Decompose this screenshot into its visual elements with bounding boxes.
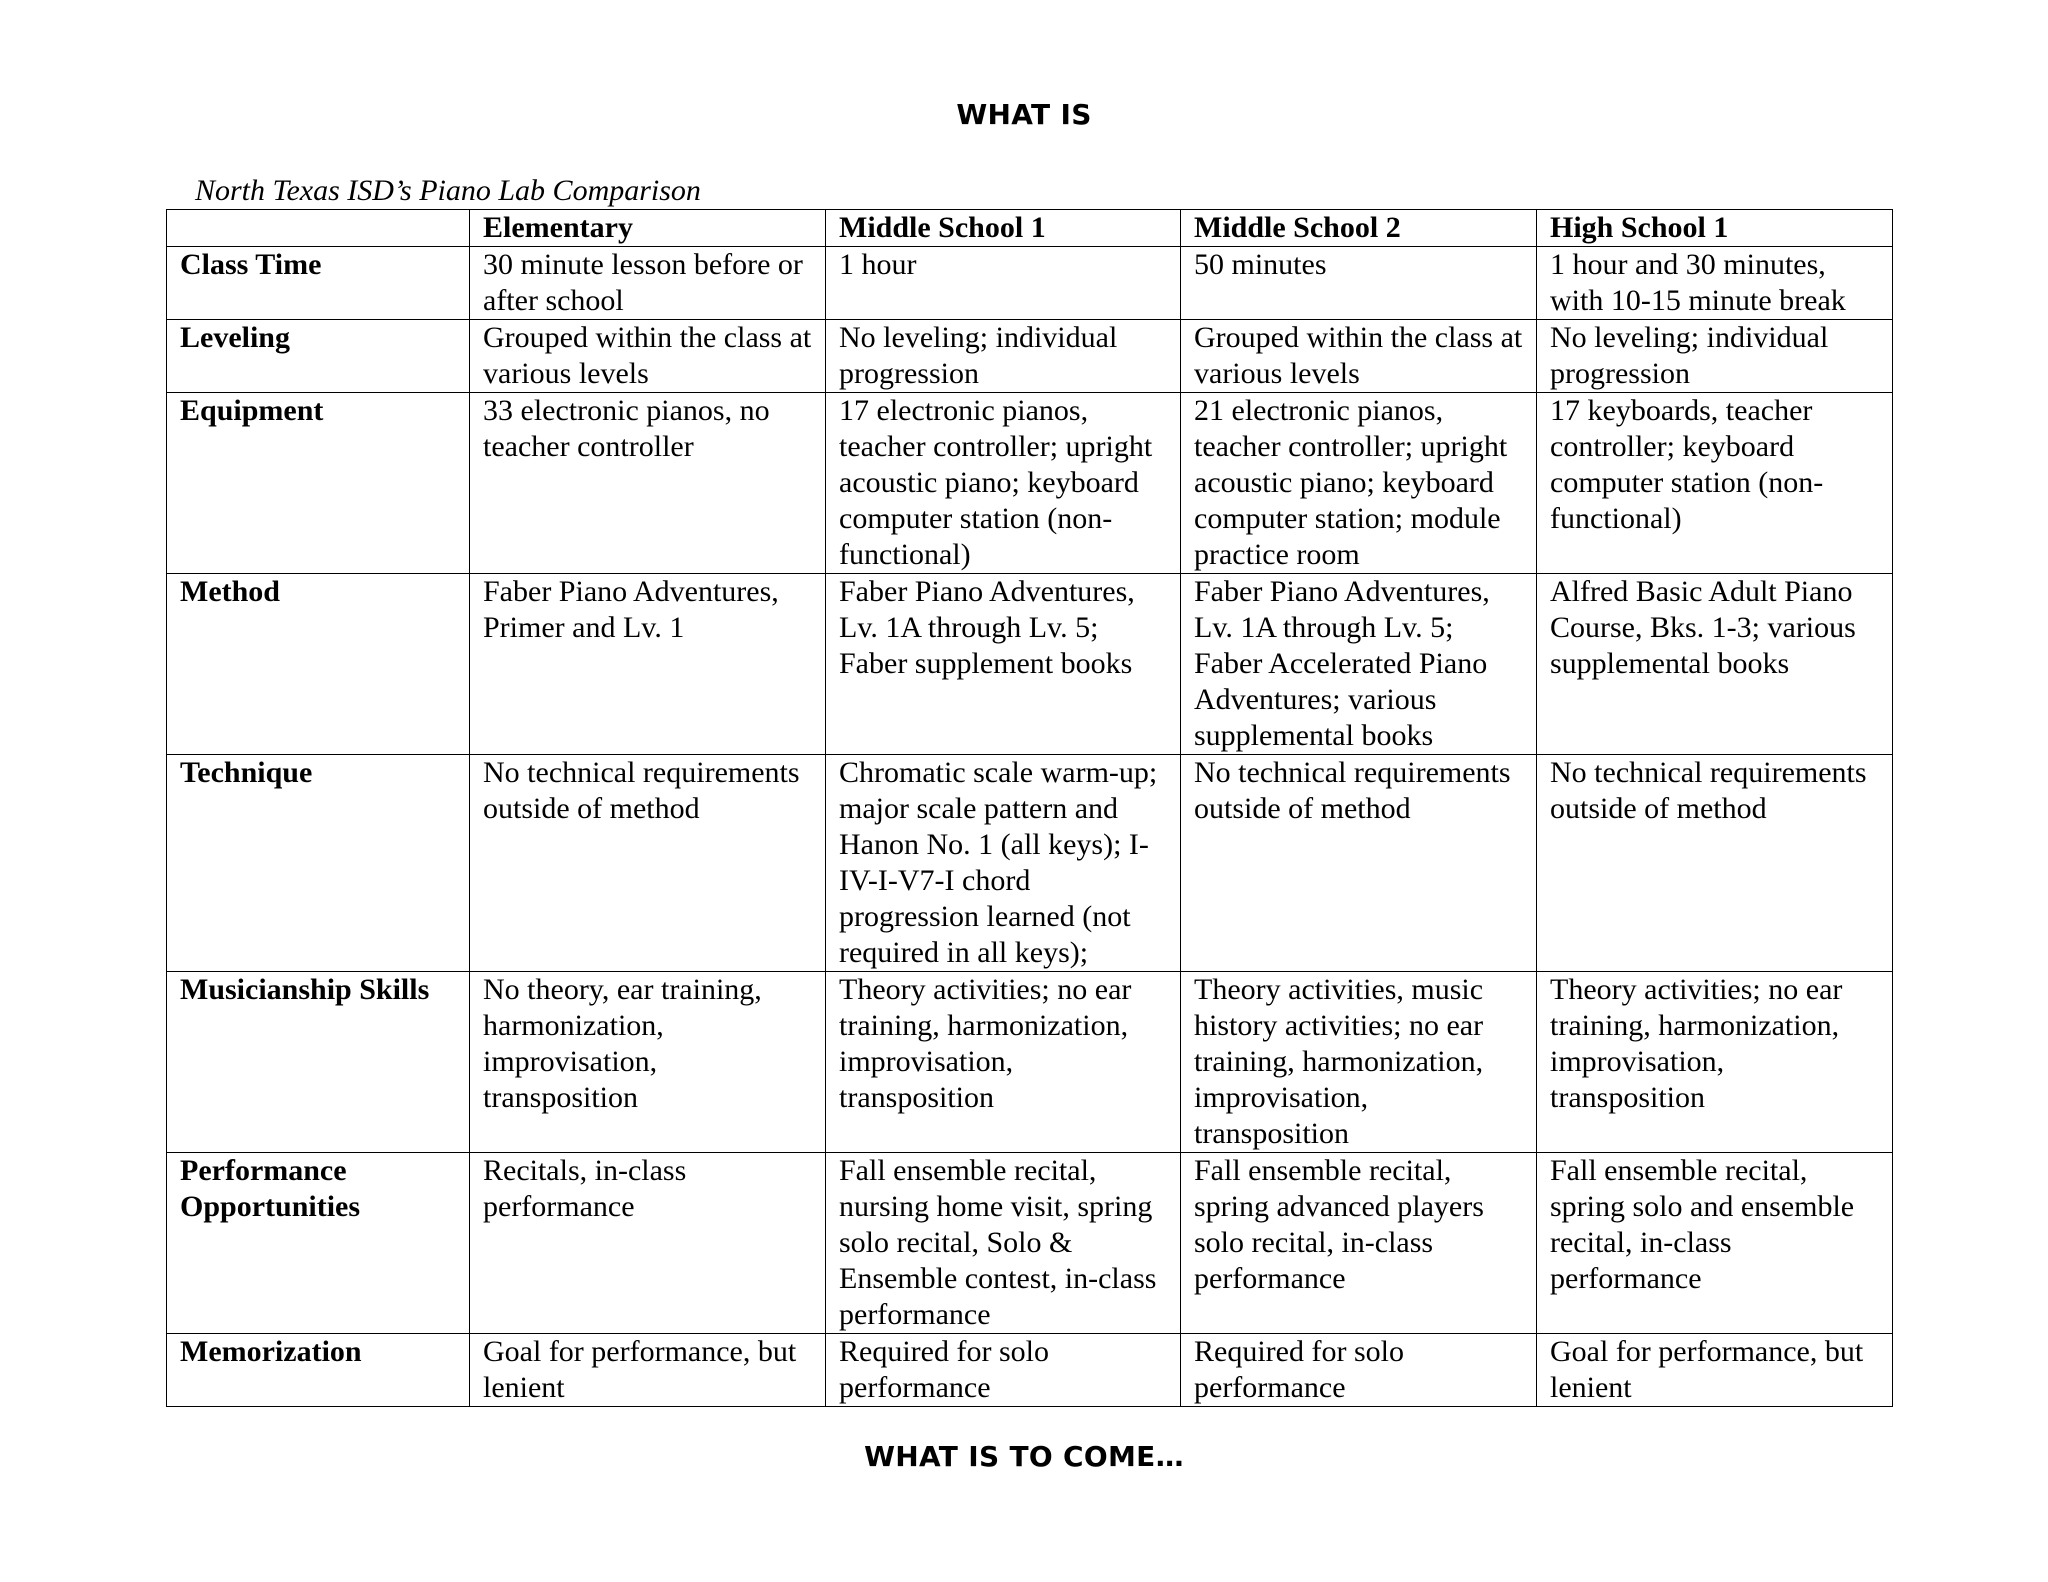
comparison-table <box>166 209 1893 1407</box>
table-cell: Fall ensemble recital, spring solo and ensemble recital, in-class performance <box>1537 1153 1893 1334</box>
table-cell: Chromatic scale warm-up; major scale pattern and Hanon No. 1 (all keys); I-IV-I-V7-I chord progression learned (not required in all keys); <box>826 755 1181 972</box>
table-cell: No leveling; individual progression <box>826 320 1181 393</box>
table-cell: 1 hour and 30 minutes, with 10-15 minute break <box>1537 247 1893 320</box>
table-row <box>167 320 1893 393</box>
table-row <box>167 1153 1893 1334</box>
table-cell: No technical requirements outside of method <box>470 755 826 972</box>
row-header-technique: Technique <box>167 755 470 972</box>
row-header-performance-opportunities: Performance Opportunities <box>167 1153 470 1334</box>
table-cell: Required for solo performance <box>1181 1334 1537 1407</box>
table-cell: Faber Piano Adventures, Lv. 1A through Lv. 5; Faber supplement books <box>826 574 1181 755</box>
section-heading-what-is-to-come: WHAT IS TO COME… <box>864 1440 1184 1473</box>
header-row <box>167 210 1893 247</box>
table-cell: Alfred Basic Adult Piano Course, Bks. 1-3; various supplemental books <box>1537 574 1893 755</box>
table-cell: Required for solo performance <box>826 1334 1181 1407</box>
table-row <box>167 972 1893 1153</box>
table-cell: Theory activities; no ear training, harmonization, improvisation, transposition <box>826 972 1181 1153</box>
row-header-musicianship-skills: Musicianship Skills <box>167 972 470 1153</box>
row-header-leveling: Leveling <box>167 320 470 393</box>
column-header-middle-school-2: Middle School 2 <box>1181 210 1537 247</box>
table-cell: 17 electronic pianos, teacher controller; upright acoustic piano; keyboard computer station (non-functional) <box>826 393 1181 574</box>
table-cell: Fall ensemble recital, spring advanced players solo recital, in-class performance <box>1181 1153 1537 1334</box>
row-header-method: Method <box>167 574 470 755</box>
table-row <box>167 1334 1893 1407</box>
table-caption: North Texas ISD’s Piano Lab Comparison <box>195 174 701 207</box>
table-cell: Faber Piano Adventures, Primer and Lv. 1 <box>470 574 826 755</box>
table-cell: 50 minutes <box>1181 247 1537 320</box>
table-cell: No theory, ear training, harmonization, improvisation, transposition <box>470 972 826 1153</box>
table-cell: Grouped within the class at various levels <box>1181 320 1537 393</box>
table-cell: Theory activities; no ear training, harmonization, improvisation, transposition <box>1537 972 1893 1153</box>
table-row <box>167 247 1893 320</box>
table-row <box>167 393 1893 574</box>
table-cell: Fall ensemble recital, nursing home visit, spring solo recital, Solo & Ensemble contest, in-class performance <box>826 1153 1181 1334</box>
table-cell: Grouped within the class at various levels <box>470 320 826 393</box>
column-header-elementary: Elementary <box>470 210 826 247</box>
column-header-high-school-1: High School 1 <box>1537 210 1893 247</box>
table-cell: 17 keyboards, teacher controller; keyboard computer station (non-functional) <box>1537 393 1893 574</box>
table-row <box>167 755 1893 972</box>
table-cell: 33 electronic pianos, no teacher controller <box>470 393 826 574</box>
table-cell: No technical requirements outside of method <box>1537 755 1893 972</box>
table-cell: 30 minute lesson before or after school <box>470 247 826 320</box>
table-cell: No leveling; individual progression <box>1537 320 1893 393</box>
corner-header-cell <box>167 210 470 247</box>
table-cell: 1 hour <box>826 247 1181 320</box>
table-cell: No technical requirements outside of method <box>1181 755 1537 972</box>
row-header-equipment: Equipment <box>167 393 470 574</box>
table-cell: Goal for performance, but lenient <box>1537 1334 1893 1407</box>
row-header-class-time: Class Time <box>167 247 470 320</box>
section-heading-what-is: WHAT IS <box>956 98 1092 131</box>
table-cell: Recitals, in-class performance <box>470 1153 826 1334</box>
table-cell: 21 electronic pianos, teacher controller; upright acoustic piano; keyboard computer station; module practice room <box>1181 393 1537 574</box>
column-header-middle-school-1: Middle School 1 <box>826 210 1181 247</box>
table-row <box>167 574 1893 755</box>
table-cell: Faber Piano Adventures, Lv. 1A through Lv. 5; Faber Accelerated Piano Adventures; various supplemental books <box>1181 574 1537 755</box>
table-cell: Goal for performance, but lenient <box>470 1334 826 1407</box>
row-header-memorization: Memorization <box>167 1334 470 1407</box>
table-cell: Theory activities, music history activities; no ear training, harmonization, improvisation, transposition <box>1181 972 1537 1153</box>
